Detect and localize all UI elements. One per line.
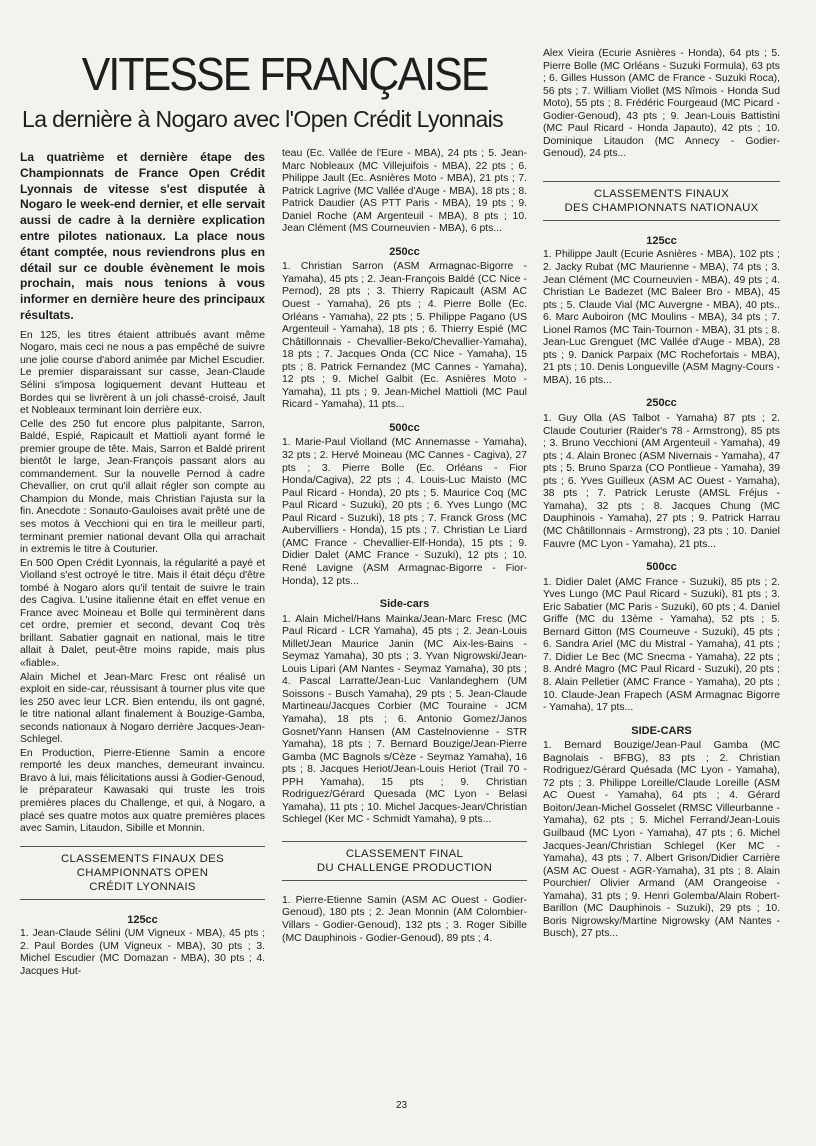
section-divider xyxy=(20,846,265,847)
body-paragraph-250: Celle des 250 fut encore plus palpitante, Sarron, Baldé, Espié, Rapicault et Mattioli ayant formé le premier groupe de tête. Mais, Sarron et Baldé prirent bientôt le large, Jean-François passant alors au commandement. Sur la nouvelle Pernod à cadre Chevallier, on crut qu'il allait régler son compte au Champion du Monde, mais Christian l'ajusta sur la fin. Anecdote : Sonauto-Gauloises avait prêté une de ses motos à Vecchioni qui en tira le meilleur parti, terminant premier national devant Olla qui arrachait in extremis le titre à Couturier. xyxy=(20,418,265,556)
national-125-heading: 125cc xyxy=(646,234,677,247)
section-divider xyxy=(282,841,527,842)
article-title: VITESSE FRANÇAISE xyxy=(81,48,488,100)
section-divider xyxy=(543,220,780,221)
national-heading: CLASSEMENTS FINAUX DES CHAMPIONNATS NATIONAUX xyxy=(564,187,759,214)
open-125-heading: 125cc xyxy=(127,913,158,926)
production-results-end: Alex Vieira (Ecurie Asnières - Honda), 64 pts ; 5. Pierre Bolle (MC Orléans - Suzuki Formula), 63 pts ; 6. Gilles Husson (AMC de France - Suzuki Roca), 56 pts ; 7. William Viollet (MS Nîmois - Honda Sud Moto), 55 pts ; 8. Frédéric Fourgeaud (MC Picard - Godier-Genoud), 43 pts ; 9. Jean-Louis Battistini (MC Paul Ricard - Honda Japauto), 42 pts ; 10. Dominique Litaudon (MC Annecy - Godier-Genoud), 24 pts... xyxy=(543,48,780,160)
column-2 xyxy=(282,148,527,945)
national-250-heading: 250cc xyxy=(646,397,677,410)
national-500-heading: 500cc xyxy=(646,561,677,574)
section-divider xyxy=(282,880,527,881)
open-250-results: 1. Christian Sarron (ASM Armagnac-Bigorre - Yamaha), 45 pts ; 2. Jean-François Baldé (CC Nice - Pernod), 28 pts ; 3. Thierry Rapicault (ASM AC Ouest - Yamaha), 26 pts ; 4. Pierre Bolle (Ec. Orléans - Yamaha), 22 pts ; 5. Philippe Pagano (US Argenteuil - Yamaha), 18 pts ; 6. Thierry Espié (MC Châtillonnais - Chevallier-Beko/Chevallier-Yamaha), 18 pts ; 7. Jacques Onda (CC Nice - Yamaha), 15 pts ; 8. Patrick Fernandez (MC Cannes - Yamaha), 12 pts ; 9. Michel Galbit (Ec. Asnières Moto - Yamaha), 11 pts ; 9. Jean-Michel Mattioli (MC Paul Ricard - Yamaha), 11 pts... xyxy=(282,261,527,411)
open-125-results-start: 1. Jean-Claude Sélini (UM Vigneux - MBA), 45 pts ; 2. Paul Bordes (UM Vigneux - MBA), 30 pts ; 3. Michel Escudier (MC Domazan - MBA), 30 pts ; 4. Jacques Hut- xyxy=(20,928,265,977)
national-500-results: 1. Didier Dalet (AMC France - Suzuki), 85 pts ; 2. Yves Lungo (MC Paul Ricard - Suzuki), 81 pts ; 3. Eric Sabatier (MC Paris - Suzuki), 60 pts ; 4. Daniel Griffe (MC du 13ème - Yamaha), 52 pts ; 5. Bernard Gitton (MS Courneuve - Suzuki), 45 pts ; 6. Sandra Ariel (MC du Mistral - Yamaha), 41 pts ; 7. Didier Le Bec (MC Snecma - Yamaha), 22 pts ; 8. André Magro (MC Paul Ricard - Suzuki), 20 pts ; 8. Alain Pelletier (AMC France - Yamaha), 20 pts ; 10. Claude-Jean Frapech (ASM Armagnac Bigorre - Yamaha), 17 pts... xyxy=(543,576,780,714)
lead-paragraph: La quatrième et dernière étape des Championnats de France Open Crédit Lyonnais de vitesse s'est disputée à Nogaro le week-end dernier, et elle servait aussi de cadre à la dernière explication entre pilotes nationaux. La place nous étant comptée, nous reviendrons plus en détail sur ce double évènement le mois prochain, mais nous tenions à vous informer en dernière heure des principaux résultats. xyxy=(20,150,265,322)
national-sidecar-results: 1. Bernard Bouzige/Jean-Paul Gamba (MC Bagnolais - BFBG), 83 pts ; 2. Christian Rodriguez/Gérard Quésada (MC Lyon - Yamaha), 72 pts ; 3. Philippe Loreille/Claude Loreille (ASM AC Ouest - Yamaha), 64 pts ; 4. Gérard Boiton/Jean-Michel Gosselet (RMSC Villeurbanne - Yamaha), 62 pts ; 5. Michel Ferrand/Jean-Louis Guilbaud (MC Lyon - Yamaha), 47 pts ; 6. Michel Jacques-Jean/Christian Schlegel (Ker MC - Yamaha), 43 pts ; 7. Albert Grison/Didier Carrière (ASM AC Ouest - AGR-Yamaha), 31 pts ; 8. Alain Pourchier/ Olivier Armand (AM Orangeoise - Yamaha), 31 pts ; 9. Henri Golemba/Alain Robert-Barillon (MC Dauphinois - Suzuki), 29 pts ; 10. Boris Nigrowsky/Martine Nigrowsky (AM Nantes - Busch), 27 pts... xyxy=(543,740,780,940)
body-paragraph-production: En Production, Pierre-Etienne Samin a encore remporté les deux manches, demeurant invaincu. Bravo à lui, mais félicitations aussi à Godier-Genoud, le préparateur Kawasaki qui truste les trois premières places du Challenge, et qui, à Nogaro, a placé ses quatre motos aux quatre premières places avec Samin, Litaudon, Sibille et Monnin. xyxy=(20,747,265,835)
open-sidecar-results: 1. Alain Michel/Hans Mainka/Jean-Marc Fresc (MC Paul Ricard - LCR Yamaha), 45 pts ; 2. Jean-Louis Millet/Jean Maurice Janin (MC Aix-les-Bains - Seymaz Yamaha), 30 pts ; 3. Yvan Nigrowski/Jean-Louis Lipari (AM Nantes - Seymaz Yamaha), 30 pts ; 4. Pascal Larratte/Jean-Luc Vanlandeghem (UM Soissons - Busch Yamaha), 29 pts ; 5. Jean-Claude Martineau/Jacques Corbier (MC Touraine - JCM Yamaha), 18 pts ; 6. Antonio Gomez/Janos Gosnet/Yann Hansen (AM Castelnovienne - STR Yamaha), 18 pts ; 7. Bernard Bouzige/Jean-Pierre Gamba (MC Bagnols s/Cèze - Seymaz Yamaha), 16 pts ; 8. Jacques Heriot/Jean-Louis Heriot (Trail 70 - PPH Yamaha), 15 pts ; 9. Christian Rodriguez/Gérard Quesada (MC Lyon - Belasi Yamaha), 11 pts ; 10. Michel Jacques-Jean/Christian Schlegel (Ker MC - Schmidt Yamaha), 9 pts... xyxy=(282,613,527,826)
open-125-results-end: teau (Ec. Vallée de l'Eure - MBA), 24 pts ; 5. Jean-Marc Nobleaux (MC Villejuifois - MBA), 22 pts ; 6. Philippe Jault (Ec. Asnières Moto - MBA), 21 pts ; 7. Patrick Lagrive (MC Vallée d'Auge - MBA), 18 pts ; 8. Patrick Daudier (AS PTT Paris - MBA), 19 pts ; 9. Daniel Roche (AM Argenteuil - MBA), 8 pts ; 10. Jean Clément (MS Courneuvien - MBA), 6 pts... xyxy=(282,148,527,235)
open-250-heading: 250cc xyxy=(389,245,420,258)
production-results-start: 1. Pierre-Etienne Samin (ASM AC Ouest - Godier-Genoud), 180 pts ; 2. Jean Monnin (AM Colombier-Villars - Godier-Genoud), 132 pts ; 3. Roger Sibille (MC Dauphinois - Godier-Genoud), 89 pts ; 4. xyxy=(282,894,527,944)
body-paragraph-125: En 125, les titres étaient attribués avant même Nogaro, mais ceci ne nous a pas empêché de suivre une jolie course d'abord animée par Michel Escudier. Le premier disparaissant sur casse, Jean-Claude Sélini s'imposa logiquement devant Hutteau et Bordes qui se livrèrent à un joli chassé-croisé, Jault et Nobleaux terminant loin derrière eux. xyxy=(20,329,265,417)
national-125-results: 1. Philippe Jault (Ecurie Asnières - MBA), 102 pts ; 2. Jacky Rubat (MC Maurienne - MBA), 74 pts ; 3. Jean Clément (MC Courneuvien - MBA), 49 pts ; 4. Christian Le Badezet (MC Baleer Bro - MBA), 45 pts ; 5. Claude Vial (MC Auvergne - MBA), 40 pts.. 6. Marc Auboiron (MC Moulins - MBA), 34 pts ; 7. Lionel Ramos (MC Tain-Tournon - MBA), 31 pts ; 8. Jean-Luc Grenguet (MC Vallée d'Auge - MBA), 28 pts ; 9. Danick Parpaix (MC Rochefortais - MBA), 21 pts ; 10. Denis Longueville (ASM Magny-Cours - MBA), 16 pts... xyxy=(543,249,780,386)
national-250-results: 1. Guy Olla (AS Talbot - Yamaha) 87 pts ; 2. Claude Couturier (Raider's 78 - Armstrong), 85 pts ; 3. Bruno Vecchioni (AM Argenteuil - Yamaha), 49 pts ; 4. Alain Bronec (ASM Nivernais - Yamaha), 47 pts ; 5. Bruno Sparza (CO Pontlieue - Yamaha), 39 pts ; 6. Yves Guilleux (ASM AC Ouest - Yamaha), 38 pts ; 7. Patrick Leruste (AMSL Fréjus - Yamaha), 32 pts ; 8. Jacques Chung (MC Dauphinois - Yamaha), 27 pts ; 9. Patrick Harrau (MC Châtillonnais - Armstrong), 23 pts ; 10. Daniel Fauvre (MC Lyon - Yamaha), 21 pts... xyxy=(543,413,780,550)
open-500-results: 1. Marie-Paul Violland (MC Annemasse - Yamaha), 32 pts ; 2. Hervé Moineau (MC Cannes - Cagiva), 27 pts ; 3. Pierre Bolle (Ec. Orléans - Fior Honda/Cagiva), 22 pts ; 4. Louis-Luc Maisto (MC Paul Ricard - Honda), 20 pts ; 5. Maurice Coq (MC Paul Ricard - Suzuki), 20 pts ; 6. Yves Lungo (MC Paul Ricard - Suzuki), 18 pts ; 7. Franck Gross (MC Aubervilliers - Honda), 15 pts ; 7. Christian Le Liard (AMC France - Chevallier-Elf-Honda), 15 pts ; 9. Didier Dalet (AMC France - Suzuki), 12 pts ; 10. René Lavigne (ASM Armagnac-Bigorre - Fior-Honda), 12 pts... xyxy=(282,437,527,587)
open-results-heading: CLASSEMENTS FINAUX DES CHAMPIONNATS OPEN CRÉDIT LYONNAIS xyxy=(61,852,224,893)
page-number: 23 xyxy=(396,1100,408,1111)
column-3 xyxy=(543,48,780,941)
section-divider xyxy=(20,899,265,900)
body-paragraph-500: En 500 Open Crédit Lyonnais, la régularité a payé et Violland s'est octroyé le titre. Mais il était déçu d'être tombé à Nogaro alors qu'il tentait de suivre le train des Cagiva. L'usine italienne était en effet venue en France avec Moineau et Bolle qui terminèrent dans cet ordre, premier et second, devant Coq très brillant. Sabatier gagnait en national, mais le titre allait à Dalet, peut-être moins rapide, mais plus «fiable». xyxy=(20,557,265,669)
national-sidecar-heading: SIDE-CARS xyxy=(631,724,692,737)
production-heading: CLASSEMENT FINAL DU CHALLENGE PRODUCTION xyxy=(316,847,493,874)
column-1 xyxy=(20,150,265,978)
open-500-heading: 500cc xyxy=(389,421,420,434)
article-subtitle: La dernière à Nogaro avec l'Open Crédit Lyonnais xyxy=(22,106,504,132)
body-paragraph-sidecar: Alain Michel et Jean-Marc Fresc ont réalisé un exploit en side-car, réussisant à tourner plus vite que les 250 avec leur LCR. Bien entendu, ils ont gagné, le titre national allant finalement à Bouzige-Gamba, seconds nationaux à Nogaro derrière Jacques-Jean-Schlegel. xyxy=(20,671,265,746)
section-divider xyxy=(543,181,780,182)
open-sidecar-heading: Side-cars xyxy=(379,598,430,611)
